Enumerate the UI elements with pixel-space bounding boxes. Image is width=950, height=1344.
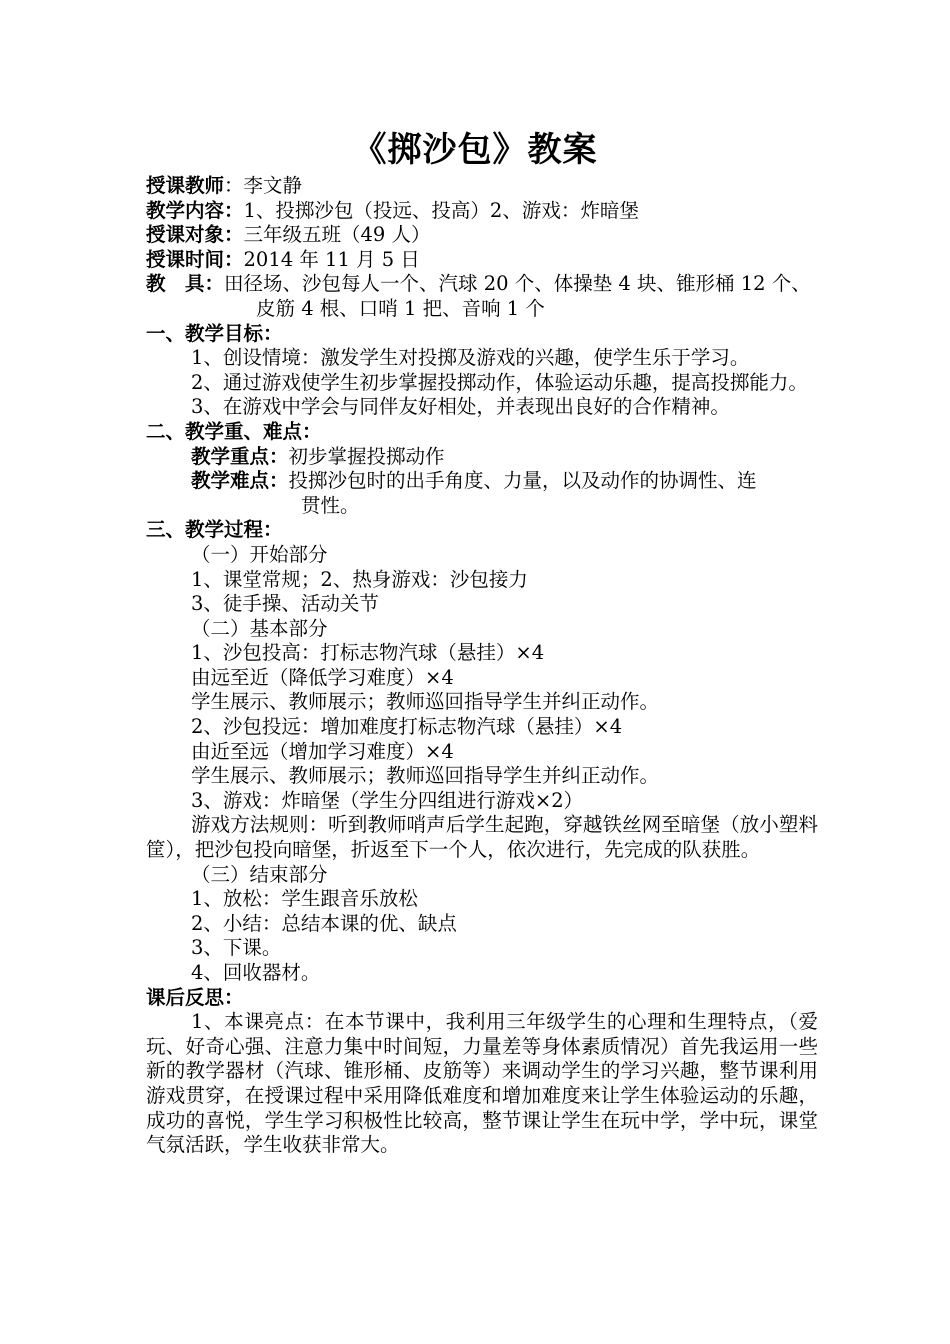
- part-2-line-1: 1、沙包投高：打标志物汽球（悬挂）×4: [191, 641, 545, 665]
- part-1-heading: （一）开始部分: [191, 542, 328, 566]
- part-2-line-6: 学生展示、教师展示；教师巡回指导学生并纠正动作。: [191, 764, 660, 788]
- part-3-line-3: 3、下课。: [191, 936, 282, 960]
- key-point-value: 初步掌握投掷动作: [288, 444, 445, 468]
- target-line: [146, 223, 818, 248]
- objective-item-1: 1、创设情境：激发学生对投掷及游戏的兴趣，使学生乐于学习。: [191, 346, 750, 370]
- part-2-line-5: 由近至远（增加学习难度）×4: [191, 739, 454, 763]
- part-3-line-2: 2、小结：总结本课的优、缺点: [191, 911, 457, 935]
- content-label: 教学内容：: [146, 198, 244, 222]
- time-line: [146, 248, 818, 273]
- tools-line: [146, 272, 818, 297]
- reflection-heading: 课后反思：: [146, 985, 244, 1009]
- part-2-line-7: 3、游戏：炸暗堡（学生分四组进行游戏×2）: [191, 788, 584, 812]
- difficulty-value-1: 投掷沙包时的出手角度、力量，以及动作的协调性、连: [288, 469, 757, 493]
- difficulty-line-2: 贯性。: [301, 493, 360, 517]
- target-label: 授课对象：: [146, 223, 244, 247]
- part-2-heading: （二）基本部分: [191, 616, 328, 640]
- teacher-value: ：李文静: [224, 174, 303, 197]
- difficulty-line: [146, 469, 818, 494]
- objective-item-3: 3、在游戏中学会与同伴友好相处，并表现出良好的合作精神。: [191, 395, 730, 419]
- document-body: [146, 174, 818, 1158]
- process-heading: 三、教学过程：: [146, 518, 283, 542]
- time-label: 授课时间：: [146, 247, 244, 271]
- objective-item-2: 2、通过游戏使学生初步掌握投掷动作，体验运动乐趣，提高投掷能力。: [191, 370, 808, 394]
- difficulty-label: 教学难点：: [191, 469, 289, 493]
- part-1-line-2: 3、徒手操、活动关节: [191, 592, 379, 616]
- key-point-line: [146, 445, 818, 470]
- part-2-line-2: 由远至近（降低学习难度）×4: [191, 665, 454, 689]
- part-3-line-1: 1、放松：学生跟音乐放松: [191, 887, 418, 911]
- part-3-line-4: 4、回收器材。: [191, 961, 321, 984]
- part-2-line-4: 2、沙包投远：增加难度打标志物汽球（悬挂）×4: [191, 715, 623, 739]
- content-value: 1、投掷沙包（投远、投高）2、游戏：炸暗堡: [243, 198, 639, 222]
- keypoints-heading: 二、教学重、难点：: [146, 419, 322, 443]
- game-rules-paragraph: 游戏方法规则：听到教师哨声后学生起跑，穿越铁丝网至暗堡（放小塑料筐），把沙包投向暗堡，折返至下一个人，依次进行，先完成的队获胜。: [146, 813, 818, 862]
- time-value: 2014 年 11 月 5 日: [243, 247, 420, 271]
- part-3-heading: （三）结束部分: [191, 862, 328, 886]
- reflection-paragraph: 1、本课亮点：在本节课中，我利用三年级学生的心理和生理特点，（爱玩、好奇心强、注意力集中时间短，力量差等身体素质情况）首先我运用一些新的教学器材（汽球、锥形桶、皮筋等）来调动学生的学习兴趣，整节课利用游戏贯穿，在授课过程中采用降低难度和增加难度来让学生体验运动的乐趣，成功的喜悦，学生学习积极性比较高，整节课让学生在玩中学，学中玩，课堂气氛活跃，学生收获非常大。: [146, 1010, 818, 1157]
- document-title: 《掷沙包》教案: [352, 130, 598, 170]
- tools-label: 教 具：: [146, 272, 225, 296]
- part-1-line-1: 1、课堂常规；2、热身游戏：沙包接力: [191, 567, 528, 591]
- part-2-line-3: 学生展示、教师展示；教师巡回指导学生并纠正动作。: [191, 690, 660, 714]
- teacher-line: [146, 174, 818, 199]
- objectives-heading: 一、教学目标：: [146, 321, 283, 345]
- target-value: 三年级五班（49 人）: [243, 223, 431, 247]
- content-line: [146, 199, 818, 224]
- tools-value-1: 田径场、沙包每人一个、汽球 20 个、体操垫 4 块、锥形桶 12 个、: [224, 272, 811, 296]
- tools-line-2: 皮筋 4 根、口哨 1 把、音响 1 个: [256, 296, 545, 320]
- teacher-label: 授课教师: [146, 174, 225, 197]
- key-point-label: 教学重点：: [191, 444, 289, 468]
